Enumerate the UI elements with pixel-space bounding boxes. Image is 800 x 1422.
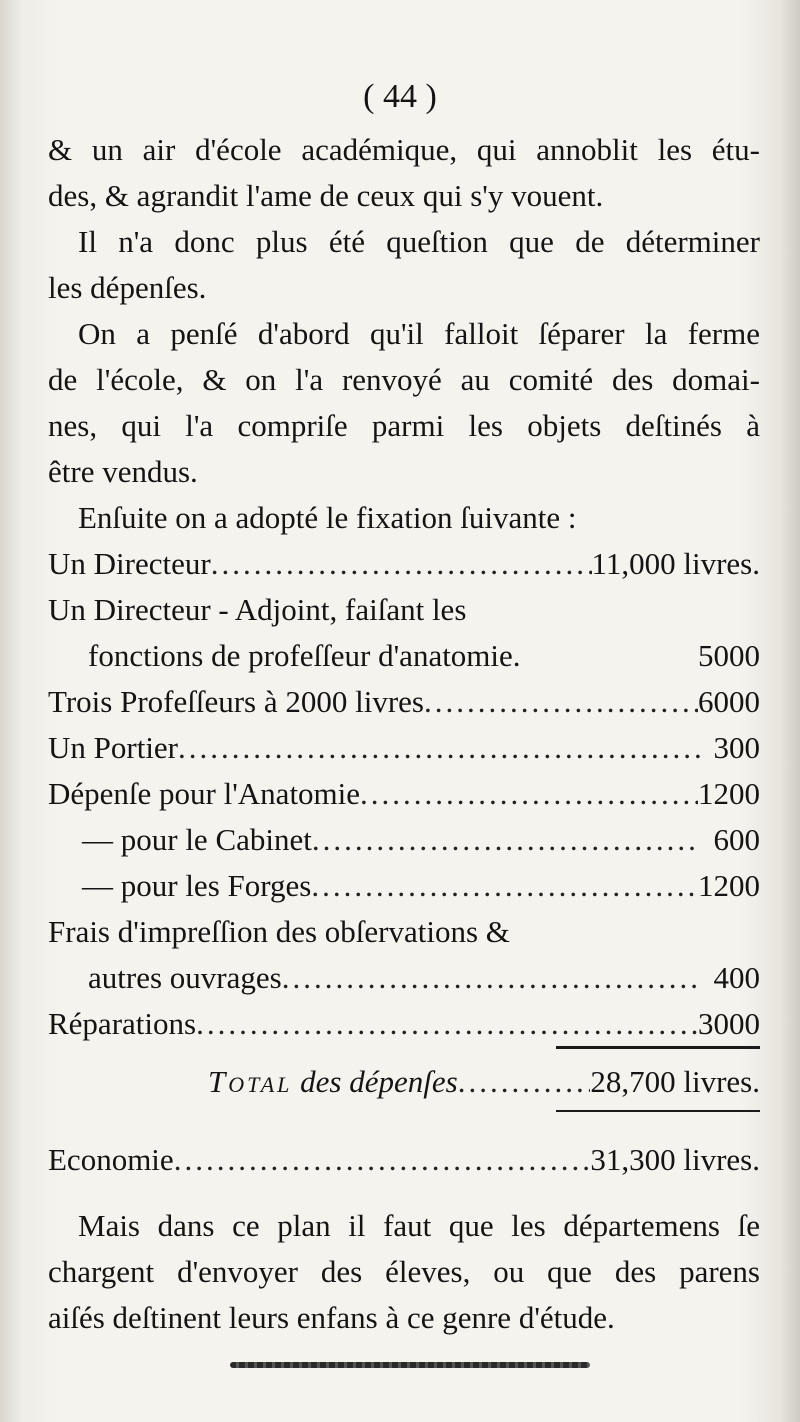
paragraph-line: les dépenſes. xyxy=(48,270,207,305)
budget-label: Un Portier xyxy=(48,730,179,765)
leader-dots xyxy=(424,680,698,724)
paragraph-line: Il n'a donc plus été queſtion que de déterminer xyxy=(78,224,760,259)
budget-row xyxy=(48,588,760,632)
budget-row xyxy=(48,1002,760,1046)
budget-amount: 600 xyxy=(713,822,760,857)
paragraph-line: Mais dans ce plan il faut que les départemens ſe xyxy=(78,1208,760,1243)
leader-dots xyxy=(174,1138,591,1182)
paragraph-line: & un air d'école académique, qui annoblit les étu- xyxy=(48,132,760,167)
budget-row xyxy=(48,864,760,908)
budget-label: Frais d'impreſſion des obſervations & xyxy=(48,914,510,949)
budget-amount: 6000 xyxy=(698,684,760,719)
budget-label: Un Directeur xyxy=(48,546,211,581)
leader-dots xyxy=(311,864,698,908)
budget-label: Trois Profeſſeurs à 2000 livres xyxy=(48,684,424,719)
budget-row xyxy=(48,772,760,816)
leader-dots xyxy=(360,772,698,816)
budget-row xyxy=(48,726,760,770)
paragraph-line: des, & agrandit l'ame de ceux qui s'y vouent. xyxy=(48,178,604,213)
budget-row xyxy=(48,634,760,678)
total-text: des dépenſes xyxy=(300,1064,458,1099)
closing-ornament-rule xyxy=(230,1362,590,1368)
paragraph-line: être vendus. xyxy=(48,454,198,489)
budget-amount: 5000 xyxy=(698,638,760,673)
economy-amount: 31,300 livres. xyxy=(590,1142,760,1177)
paragraph-line: Enſuite on a adopté le fixation ſuivante : xyxy=(78,500,577,535)
paragraph-line: de l'école, & on l'a renvoyé au comité des domai- xyxy=(48,362,760,397)
budget-label: fonctions de profeſſeur d'anatomie. xyxy=(88,638,521,673)
paragraph-line: chargent d'envoyer des éleves, ou que des parens xyxy=(48,1254,760,1289)
page-number: ( 44 ) xyxy=(363,78,437,115)
leader-dots xyxy=(312,818,700,862)
budget-row xyxy=(48,956,760,1000)
leader-dots xyxy=(196,1002,698,1046)
total-label xyxy=(48,1060,458,1104)
economy-row xyxy=(48,1138,760,1182)
budget-amount: 300 xyxy=(713,730,760,765)
total-prefix: Total xyxy=(208,1064,293,1099)
budget-label: — pour les Forges xyxy=(82,868,312,903)
total-amount: 28,700 livres. xyxy=(590,1064,760,1099)
budget-label: Un Directeur - Adjoint, faiſant les xyxy=(48,592,467,627)
total-rule xyxy=(556,1110,760,1112)
budget-row xyxy=(48,818,760,862)
leader-dots xyxy=(282,956,700,1000)
budget-row xyxy=(48,542,760,586)
total-row xyxy=(48,1060,760,1104)
paragraph-line: On a penſé d'abord qu'il falloit ſéparer la ferme xyxy=(78,316,760,351)
budget-label: Dépenſe pour l'Anatomie xyxy=(48,776,361,811)
sum-rule xyxy=(556,1046,760,1049)
leader-dots xyxy=(211,542,592,586)
leader-dots xyxy=(458,1060,591,1104)
budget-label: autres ouvrages xyxy=(88,960,282,995)
budget-row xyxy=(48,680,760,724)
budget-amount: 11,000 livres. xyxy=(591,546,760,581)
budget-amount: 1200 xyxy=(698,776,760,811)
budget-amount: 3000 xyxy=(698,1006,760,1041)
budget-label: — pour le Cabinet xyxy=(82,822,312,857)
paragraph-line: aiſés deſtinent leurs enfans à ce genre d'étude. xyxy=(48,1300,615,1335)
budget-label: Réparations xyxy=(48,1006,197,1041)
budget-amount: 1200 xyxy=(698,868,760,903)
budget-row xyxy=(48,910,760,954)
leader-dots xyxy=(178,726,700,770)
budget-amount: 400 xyxy=(713,960,760,995)
paragraph-line: nes, qui l'a compriſe parmi les objets deſtinés à xyxy=(48,408,760,443)
economy-label: Economie xyxy=(48,1142,174,1177)
